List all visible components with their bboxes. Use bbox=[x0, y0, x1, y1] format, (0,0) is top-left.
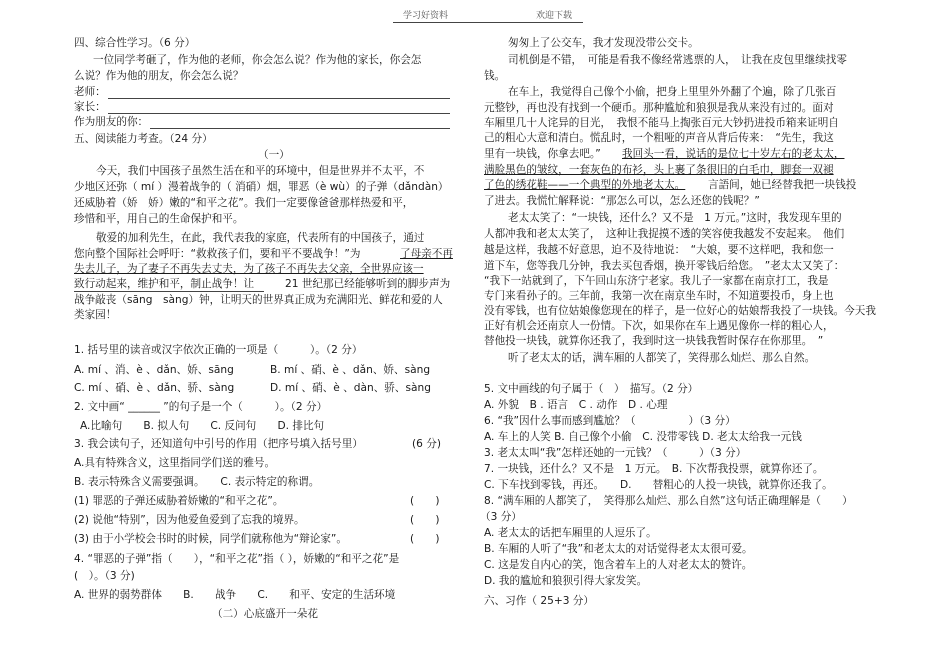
story-line14: 越是这样，我越不好意思，迫不及待地说： “大娘，要不这样吧，我和您一 bbox=[484, 244, 834, 256]
underline-passage bbox=[74, 291, 264, 292]
header-rule bbox=[393, 22, 583, 23]
question-3-sentence-3: (3) 由于小学校会书时的时候，同学们就称他为“辩论家”。 bbox=[74, 533, 348, 545]
answer-paren-3[interactable]: ( ) bbox=[410, 533, 440, 545]
reading-1-line4: 珍惜和平，用自己的生命保护和平。 bbox=[74, 213, 244, 225]
story-line7: 己的粗心大意和清白。慌乱时，一个粗哑的声音从背后传来： “先生，我这 bbox=[484, 132, 834, 144]
reading-1-line8a: 致行动起来，维护和平，制止战争！让 bbox=[74, 278, 255, 290]
parent-answer-line[interactable] bbox=[108, 113, 450, 114]
reading-1-line2: 少地区还弥（ mí ）漫着战争的（ 消硝）烟，罪恶（è wù）的子弹（dǎndàn） bbox=[74, 181, 449, 193]
answer-paren-1[interactable]: ( ) bbox=[410, 495, 440, 507]
story-line20: 替他投一块钱，就算你还我了，我到时这一块钱我暂时保存在你那里。 ” bbox=[484, 335, 824, 347]
question-4-options[interactable]: A. 世界的弱势群体 B. 战争 C. 和平、安定的生活环境 bbox=[74, 589, 396, 601]
story-line10a: 了色的绣花鞋——一个典型的外地老太太。 bbox=[484, 179, 686, 191]
teacher-label: 老师： bbox=[74, 86, 106, 98]
teacher-answer-line[interactable] bbox=[108, 98, 450, 99]
header-right: 欢迎下载 bbox=[536, 11, 573, 21]
question-8-option-a[interactable]: A. 老太太的话把车厢里的人逗乐了。 bbox=[484, 527, 657, 539]
story-line8b: 我回头一看，说话的是位七十岁左右的老太太， bbox=[622, 148, 845, 160]
question-3-sentence-2: (2) 说他“特别”，因为他爱鱼爱到了忘我的境界。 bbox=[74, 514, 305, 526]
question-3-score: (6 分) bbox=[412, 438, 441, 450]
story-line8a: 里有一块钱，你拿去吧。” bbox=[484, 148, 601, 160]
section-4-title: 四、综合性学习。（6 分） bbox=[74, 37, 196, 49]
story-line2: 司机倒是不错， 可能是看我不像经常逃票的人， 让我在皮包里继续找零 bbox=[508, 54, 847, 66]
question-2: 2. 文中画“ ______ ”的句子是一个（ ）。（2 分） bbox=[74, 401, 328, 413]
question-1-option-d[interactable]: D. mí 、硝、è 、dàn、骄、sàng bbox=[270, 382, 431, 394]
question-8: 8. “满车厢的人都笑了， 笑得那么灿烂、那么自然”这句话正确理解是（ ） bbox=[484, 495, 853, 507]
reading-1-line5: 敬爱的加利先生，在此，我代表我的家庭，代表所有的中国孩子，通过 bbox=[96, 232, 425, 244]
reading-1-line6b: 了母亲不再 bbox=[400, 248, 453, 260]
question-3: 3. 我会读句子，还知道句中引号的作用（把序号填入括号里） bbox=[74, 438, 363, 450]
reading-1-line7: 失去儿子，为了妻子不再失去丈夫，为了孩子不再失去父亲，全世界应该一 bbox=[74, 263, 424, 275]
question-3-option-bc: B. 表示特殊含义需要强调。 C. 表示特定的称谓。 bbox=[74, 476, 320, 488]
story-line11: 了进去。我慌忙解释说：“那怎么可以，怎么还您的钱呢？” bbox=[484, 195, 760, 207]
friend-answer-line[interactable] bbox=[150, 128, 450, 129]
question-3-option-a: A.具有特殊含义，这里指同学们送的雅号。 bbox=[74, 457, 276, 469]
reading-1-line8b: 21 世纪那已经能够听到的脚步声为 bbox=[285, 278, 451, 290]
question-5: 5. 文中画线的句子属于（ ） 描写。（2 分） bbox=[484, 383, 699, 395]
question-6: 6. “我”因什么事而感到尴尬？（ ）（3 分） bbox=[484, 415, 736, 427]
question-1-option-b[interactable]: B. mí 、硝、è 、dǎn、娇、sàng bbox=[270, 364, 431, 376]
story-line17: 专门来看孙子的。三年前，我第一次在南京坐车时，不知道要投币，身上也 bbox=[484, 290, 834, 302]
question-2-options[interactable]: A.比喻句 B. 拟人句 C. 反问句 D. 排比句 bbox=[80, 420, 325, 432]
question-1-option-c[interactable]: C. mí 、硝、è 、dǎn、骄、sàng bbox=[74, 382, 235, 394]
story-line3: 钱。 bbox=[484, 70, 506, 82]
reading-1-line9: 战争敲丧（sāng sàng）钟，让明天的世界真正成为充满阳光、鲜花和爱的人 bbox=[74, 294, 443, 306]
reading-1-line6a: 您向整个国际社会呼吁：“救救孩子们，要和平不要战争！”为 bbox=[74, 248, 361, 260]
question-4-line2: ( ）。（3 分) bbox=[74, 570, 135, 582]
question-6-options[interactable]: A. 车上的人笑 B. 自己像个小偷 C. 没带零钱 D. 老太太给我一元钱 bbox=[484, 431, 802, 443]
question-8-score: （3 分） bbox=[480, 511, 522, 523]
story-line10b: 言語间，她已经替我把一块钱投 bbox=[708, 179, 857, 191]
header-left: 学习好资料 bbox=[403, 11, 449, 21]
question-8-option-c[interactable]: C. 这是发自内心的笑，饱含着车上的人对老太太的赞许。 bbox=[484, 559, 753, 571]
story-line12: 老太太笑了：“一块钱，还什么？又不是 1 万元。”这时，我发现车里的 bbox=[508, 212, 842, 224]
parent-label: 家长： bbox=[74, 101, 106, 113]
section-4-prompt-line2: 么说？作为他的朋友，你会怎么说？ bbox=[74, 70, 244, 82]
section-4-prompt-line1: 一位同学考砸了，作为他的老师，你会怎么说？作为他的家长，你会怎 bbox=[93, 54, 422, 66]
question-7-line1[interactable]: 7. 一块钱，还什么？又不是 1 万元。 B. 下次帮我投票，就算你还了。 bbox=[484, 463, 824, 475]
part-2-heading: （二）心底盛开一朵花 bbox=[212, 608, 318, 620]
question-4-line1: 4. “罪恶的子弹”指（ ），“和平之花”指（ ），娇嫩的“和平之花”是 bbox=[74, 553, 400, 565]
story-line21: 听了老太太的话，满车厢的人都笑了，笑得那么灿烂、那么自然。 bbox=[508, 352, 816, 364]
reading-1-line3: 还威胁着（娇 娇）嫩的“和平之花”。我们一定要像爸爸那样热爱和平， bbox=[74, 197, 414, 209]
story-line13: 人都冲我和老太太笑了， 这种让我捉摸不透的笑容使我越发不安起来。 他们 bbox=[484, 228, 845, 240]
question-8-option-d[interactable]: D. 我的尴尬和狼狈引得大家发笑。 bbox=[484, 575, 648, 587]
story-line6: 车厢里几十人诧异的目光， 我恨不能马上掏张百元大钞扔进投币箱来证明自 bbox=[484, 117, 839, 129]
story-line9: 满脸黑色的皱纹，一套灰色的布衫，头上裹了条很旧的白毛巾，脚套一双褪 bbox=[484, 164, 834, 176]
question-3-sentence-1: (1) 罪恶的子弹还威胁着娇嫩的“和平之花”。 bbox=[74, 495, 284, 507]
story-line1: 匆匆上了公交车，我才发现没带公交卡。 bbox=[508, 37, 699, 49]
story-line16: “我下一站就到了，下午回山东济宁老家。我儿子一家都在南京打工，我是 bbox=[484, 275, 829, 287]
question-3r: 3. 老太太叫“我”怎样还她的一元钱？（ ）（3 分） bbox=[484, 447, 747, 459]
story-line4: 在车上，我觉得自己像个小偷，把身上里里外外翻了个遍，除了几张百 bbox=[508, 86, 837, 98]
question-1: 1. 括号里的读音或汉字依次正确的一项是（ ）。（2 分） bbox=[74, 344, 363, 356]
story-line5: 元整钞，再也没有找到一个硬币。那种尴尬和狼狈是我从来没有过的。面对 bbox=[484, 102, 834, 114]
section-5-title: 五、阅读能力考查。（24 分） bbox=[74, 133, 213, 145]
story-line19: 正好有机会还南京人一份情。下次，如果你在车上遇见像你一样的粗心人， bbox=[484, 320, 834, 332]
friend-label: 作为朋友的你： bbox=[74, 116, 149, 128]
question-5-options[interactable]: A. 外貌 B . 语言 C . 动作 D . 心理 bbox=[484, 399, 668, 411]
reading-1-line1: 今天，我们中国孩子虽然生活在和平的环境中，但是世界并不太平，不 bbox=[96, 165, 425, 177]
answer-paren-2[interactable]: ( ) bbox=[410, 514, 440, 526]
part-1-heading: （一） bbox=[258, 149, 290, 161]
question-8-option-b[interactable]: B. 车厢的人听了“我”和老太太的对话觉得老太太很可爱。 bbox=[484, 543, 753, 555]
section-6-title: 六、习作（ 25+3 分） bbox=[484, 595, 594, 607]
story-line15: 道下车，您等我几分钟，我去买包香烟，换开零钱后给您。 ”老太太又笑了： bbox=[484, 260, 845, 272]
story-line18: 没有零钱，也有位姑娘像您现在的样子，是一位好心的姑娘帮我投了一块钱。今天我 bbox=[484, 305, 876, 317]
question-1-option-a[interactable]: A. mí 、消、è 、dǎn、娇、sāng bbox=[74, 364, 234, 376]
reading-1-line10: 类家园！ bbox=[74, 309, 117, 321]
question-7-line2[interactable]: C. 下车找到零钱，再还。 D. 替粗心的人投一块钱，就算你还我了。 bbox=[484, 479, 833, 491]
